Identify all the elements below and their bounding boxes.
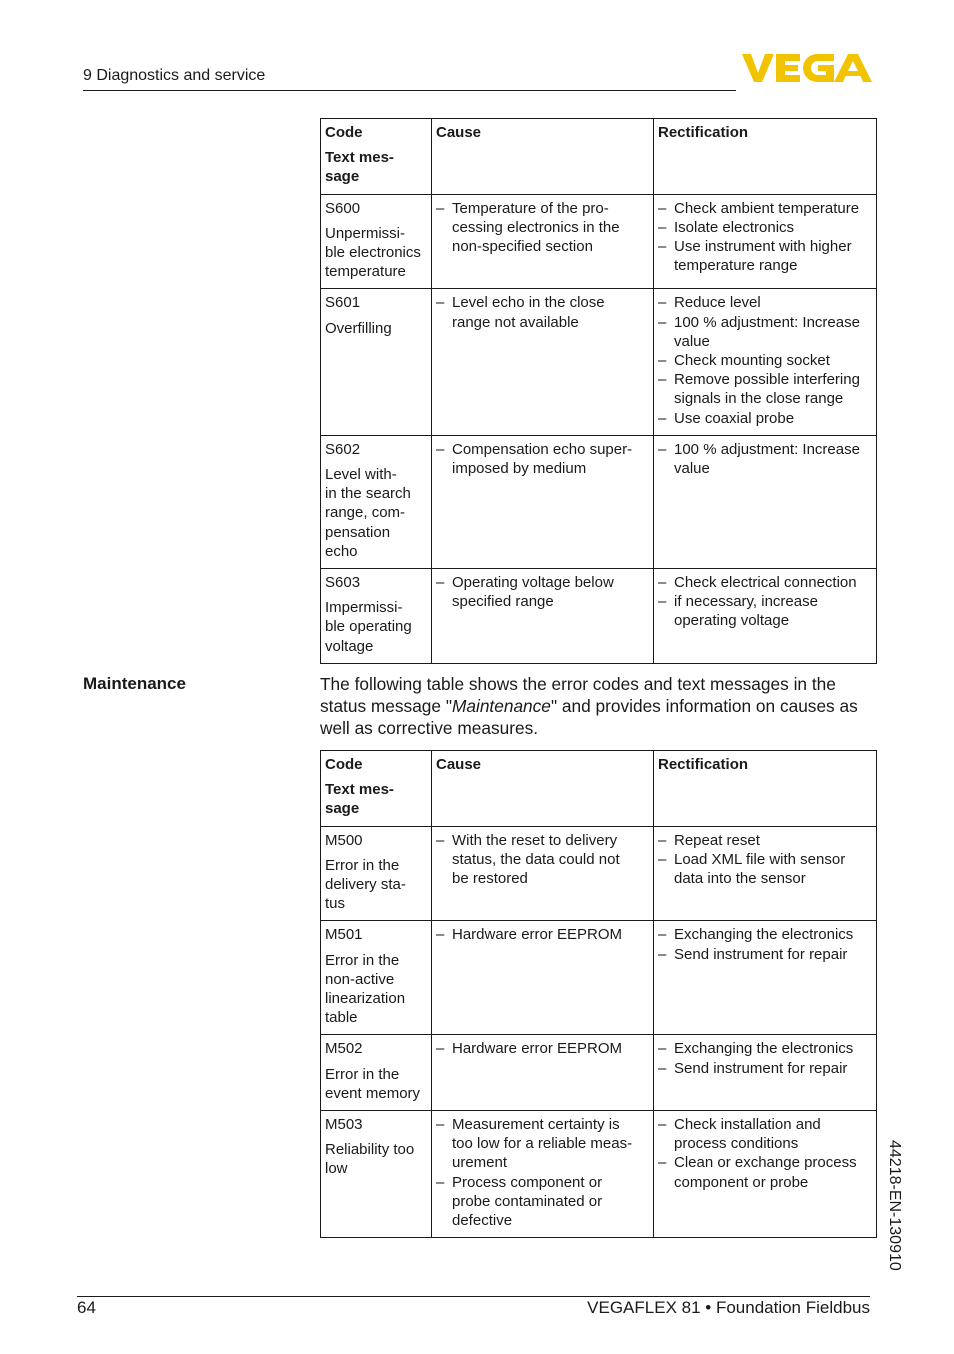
error-code: M502 xyxy=(325,1040,363,1058)
error-code: M500 xyxy=(325,831,363,849)
rectification-cell xyxy=(654,435,877,568)
cause-cell xyxy=(432,1111,654,1238)
cause-cell xyxy=(432,826,654,921)
error-code: M503 xyxy=(325,1116,363,1134)
cause-item: – Level echo in the close range not available xyxy=(436,293,649,331)
code-cell xyxy=(321,1111,432,1238)
error-message: Error in the non-active linearization table xyxy=(325,951,406,1027)
cause-item: – Hardware error EEPROM xyxy=(436,1039,649,1058)
code-cell xyxy=(321,826,432,921)
table-header-row xyxy=(321,119,877,195)
column-header-rectification: Rectification xyxy=(654,119,877,195)
code-cell xyxy=(321,921,432,1035)
cause-cell xyxy=(432,921,654,1035)
code-cell xyxy=(321,194,432,289)
column-header-cause: Cause xyxy=(432,751,654,827)
rectification-cell xyxy=(654,1111,877,1238)
error-code: M501 xyxy=(325,926,363,944)
table-row xyxy=(321,289,877,435)
header-divider xyxy=(83,90,736,91)
error-code: S601 xyxy=(325,294,361,312)
rectification-item: – Reduce level xyxy=(658,293,872,312)
code-cell xyxy=(321,1035,432,1111)
table-header-row xyxy=(321,751,877,827)
table-row xyxy=(321,1035,877,1111)
rectification-cell xyxy=(654,921,877,1035)
table-row xyxy=(321,921,877,1035)
rectification-item: – Check electrical connection xyxy=(658,573,872,592)
table-row xyxy=(321,569,877,664)
page-number: 64 xyxy=(77,1298,96,1317)
rectification-item: – Check mounting socket xyxy=(658,351,872,370)
cause-cell xyxy=(432,569,654,664)
document-number: 44218-EN-130910 xyxy=(886,1140,903,1271)
rectification-item: – Use instrument with higher temperature range xyxy=(658,237,872,275)
error-message: Error in the event memory xyxy=(325,1065,421,1102)
rectification-item: – Exchanging the electronics xyxy=(658,1039,872,1058)
column-header-rectification: Rectification xyxy=(654,751,877,827)
cause-cell xyxy=(432,435,654,568)
error-message: Error in the delivery sta- tus xyxy=(325,856,406,913)
maintenance-error-table xyxy=(320,750,877,1238)
maintenance-heading: Maintenance xyxy=(83,674,186,693)
error-code: S602 xyxy=(325,440,361,458)
footer-title: VEGAFLEX 81 • Foundation Fieldbus xyxy=(587,1298,870,1317)
error-message: Reliability too low xyxy=(325,1141,415,1178)
rectification-item: – Check ambient temperature xyxy=(658,199,872,218)
section-header: 9 Diagnostics and service xyxy=(83,67,266,84)
maintenance-intro: The following table shows the error codes and text messages in the status message "Maintenance" and provides information on causes as well as corrective measures. xyxy=(320,674,858,738)
rectification-item: – Use coaxial probe xyxy=(658,409,872,428)
rectification-item: – Check installation and process conditions xyxy=(658,1115,872,1153)
code-cell xyxy=(321,289,432,435)
rectification-item: – Exchanging the electronics xyxy=(658,925,872,944)
error-message: Impermissi- ble operating voltage xyxy=(325,599,412,655)
table-row xyxy=(321,1111,877,1238)
footer-divider xyxy=(77,1296,870,1297)
column-header-cause: Cause xyxy=(432,119,654,195)
rectification-cell xyxy=(654,569,877,664)
error-code: S603 xyxy=(325,574,361,592)
vega-logo xyxy=(742,52,872,84)
error-message: Unpermissi- ble electronics temperature xyxy=(325,224,421,281)
cause-item: – Measurement certainty is too low for a reliable meas- urement xyxy=(436,1115,649,1173)
cause-item: – Hardware error EEPROM xyxy=(436,925,649,944)
rectification-item: – 100 % adjustment: Increase value xyxy=(658,313,872,351)
rectification-item: – Clean or exchange process component or probe xyxy=(658,1153,872,1191)
cause-item: – Temperature of the pro- cessing electronics in the non-specified section xyxy=(436,199,649,257)
cause-cell xyxy=(432,194,654,289)
cause-cell xyxy=(432,1035,654,1111)
status-error-table xyxy=(320,118,877,664)
rectification-cell xyxy=(654,826,877,921)
rectification-item: – Load XML file with sensor data into the sensor xyxy=(658,850,872,888)
rectification-cell xyxy=(654,1035,877,1111)
code-cell xyxy=(321,569,432,664)
error-message: Level with- in the search range, com- pensation echo xyxy=(325,466,411,560)
rectification-item: – Repeat reset xyxy=(658,831,872,850)
rectification-item: – Isolate electronics xyxy=(658,218,872,237)
cause-item: – Process component or probe contaminated or defective xyxy=(436,1173,649,1231)
column-header-code: Code Text mes- sage xyxy=(321,751,432,827)
error-message: Overfilling xyxy=(325,319,392,337)
cause-item: – Operating voltage below specified range xyxy=(436,573,649,611)
cause-item: – With the reset to delivery status, the data could not be restored xyxy=(436,831,649,889)
table-row xyxy=(321,435,877,568)
column-header-code: Code Text mes- sage xyxy=(321,119,432,195)
cause-item: – Compensation echo super- imposed by medium xyxy=(436,440,649,478)
rectification-item: – Send instrument for repair xyxy=(658,945,872,964)
table-row xyxy=(321,194,877,289)
code-cell xyxy=(321,435,432,568)
table-row xyxy=(321,826,877,921)
rectification-item: – Send instrument for repair xyxy=(658,1059,872,1078)
rectification-cell xyxy=(654,289,877,435)
rectification-cell xyxy=(654,194,877,289)
rectification-item: – if necessary, increase operating voltage xyxy=(658,592,872,630)
rectification-item: – 100 % adjustment: Increase value xyxy=(658,440,872,478)
error-code: S600 xyxy=(325,199,361,217)
cause-cell xyxy=(432,289,654,435)
rectification-item: – Remove possible interfering signals in the close range xyxy=(658,370,872,408)
